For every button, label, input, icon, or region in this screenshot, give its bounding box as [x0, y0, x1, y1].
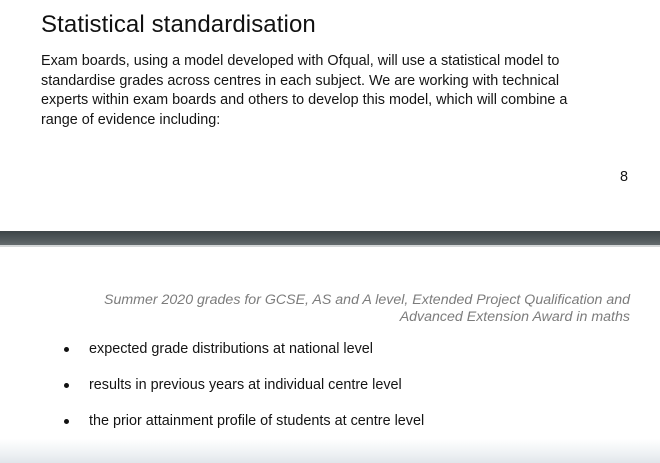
bullet-icon	[64, 347, 69, 352]
page-separator	[0, 231, 660, 245]
document-page-8	[0, 0, 660, 231]
bullet-item-grade-distributions	[64, 340, 624, 358]
paragraph-line-1: Exam boards, using a model developed with Ofqual, will use a statistical model to	[41, 53, 560, 69]
running-header-line-2: Advanced Extension Award in maths	[399, 309, 630, 325]
page-bottom-fade	[0, 439, 660, 463]
evidence-bullet-list	[64, 340, 624, 448]
paragraph-line-3: experts within exam boards and others to develop this model, which will combine a	[41, 92, 568, 109]
running-header	[40, 292, 630, 326]
paragraph-line-4: range of evidence including:	[41, 111, 221, 128]
bullet-item-previous-results	[64, 376, 624, 394]
bullet-text: expected grade distributions at national level	[89, 341, 373, 357]
paragraph-line-2: standardise grades across centres in each subject. We are working with technical	[41, 72, 560, 89]
body-paragraph	[41, 52, 631, 130]
bullet-text: results in previous years at individual centre level	[89, 377, 402, 393]
bullet-icon	[64, 419, 69, 424]
bullet-text: the prior attainment profile of students at centre level	[89, 413, 425, 429]
document-page-9	[0, 247, 660, 463]
running-header-line-1: Summer 2020 grades for GCSE, AS and A level, Extended Project Qualification and	[103, 292, 630, 308]
bullet-icon	[64, 383, 69, 388]
page-number: 8	[619, 169, 628, 185]
bullet-item-prior-attainment	[64, 412, 624, 430]
section-heading: Statistical standardisation	[41, 11, 316, 38]
